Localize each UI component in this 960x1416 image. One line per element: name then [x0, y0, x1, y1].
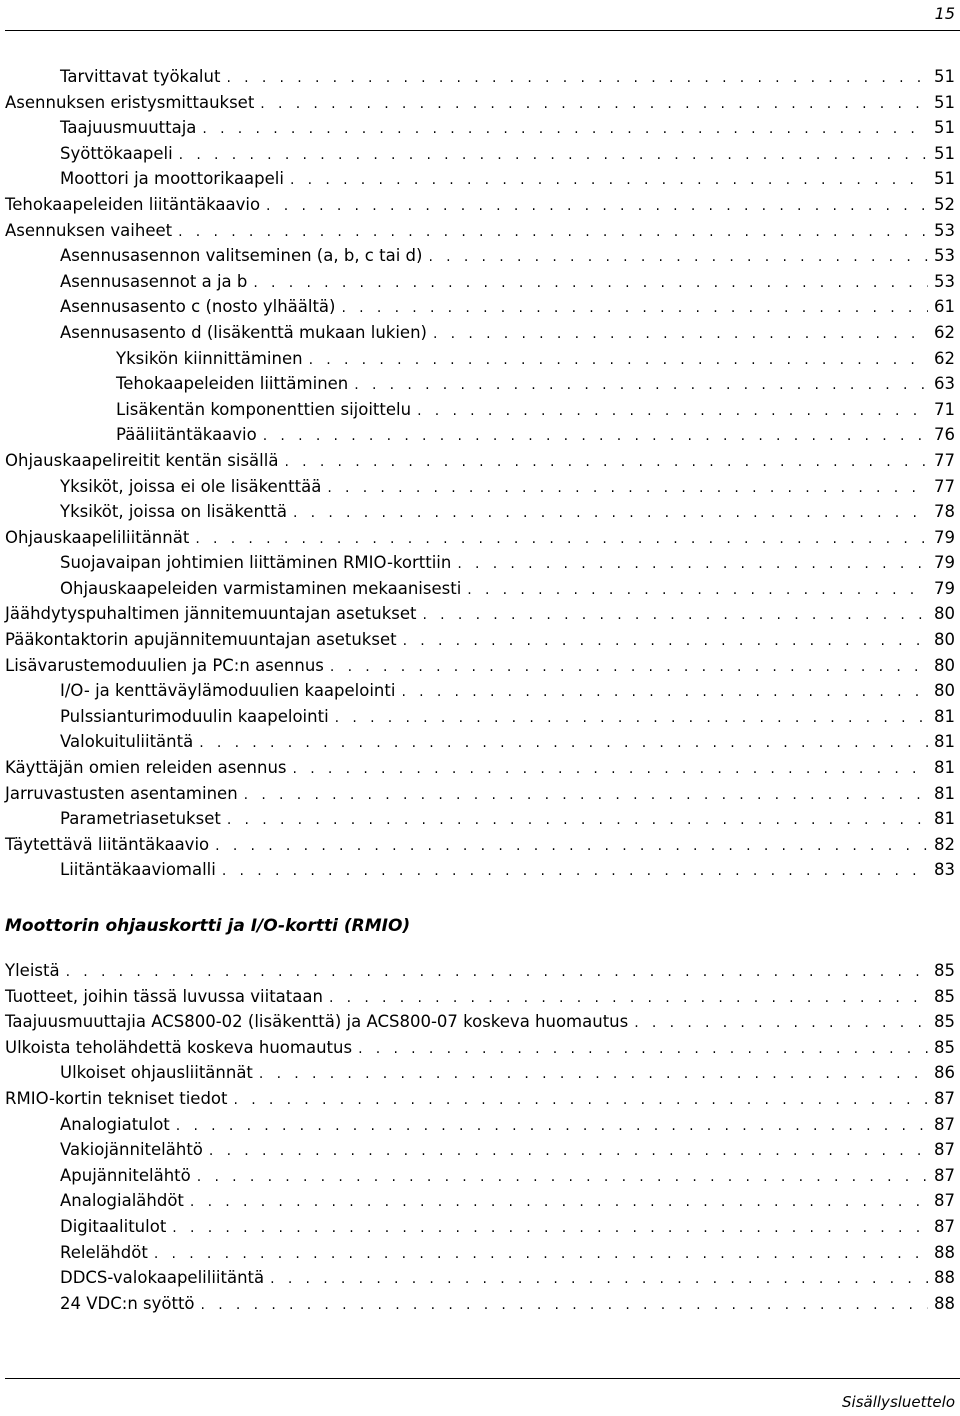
toc-entry[interactable] — [0, 1060, 960, 1086]
toc-entry[interactable] — [0, 294, 960, 320]
toc-entry[interactable] — [0, 1137, 960, 1163]
toc-entry[interactable] — [0, 781, 960, 807]
toc-entry-title: Analogialähdöt — [60, 1191, 184, 1211]
toc-entry-page: 53 — [934, 220, 955, 240]
toc-entry-title: Asennusasento c (nosto ylhäältä) — [60, 297, 336, 317]
dot-leader — [199, 731, 928, 757]
toc-entry[interactable] — [0, 1035, 960, 1061]
section-heading: Moottorin ohjauskortti ja I/O-kortti (RMIO) — [5, 916, 411, 936]
toc-entry-title: Yksiköt, joissa on lisäkenttä — [60, 502, 287, 522]
toc-entry[interactable] — [0, 1163, 960, 1189]
toc-entry-page: 71 — [934, 399, 955, 419]
dot-leader — [428, 245, 928, 271]
toc-entry-title: Ohjauskaapeleiden varmistaminen mekaanisesti — [60, 578, 462, 598]
dot-leader — [266, 194, 928, 220]
toc-entry[interactable] — [0, 448, 960, 474]
dot-leader — [330, 655, 928, 681]
toc-entry-page: 87 — [934, 1140, 955, 1160]
dot-leader — [403, 629, 928, 655]
toc-entry-page: 85 — [934, 961, 955, 980]
toc-entry-title: Jäähdytyspuhaltimen jännitemuuntajan asetukset — [5, 604, 417, 624]
toc-entry[interactable] — [0, 832, 960, 858]
toc-entry-page: 80 — [934, 655, 955, 675]
toc-entry-title: Valokuituliitäntä — [60, 732, 194, 752]
toc-entry[interactable] — [0, 1086, 960, 1112]
toc-entry-title: Asennuksen vaiheet — [5, 220, 173, 240]
toc-entry-title: Suojavaipan johtimien liittäminen RMIO-korttiin — [60, 553, 452, 573]
toc-entry-page: 88 — [934, 1268, 955, 1288]
dot-leader — [209, 1139, 928, 1165]
toc-entry-page: 85 — [934, 986, 955, 1006]
toc-entry-page: 77 — [934, 450, 955, 470]
dot-leader — [215, 834, 928, 860]
toc-entry-page: 87 — [934, 1191, 955, 1211]
toc-entry[interactable] — [0, 1291, 960, 1317]
toc-entry-title: Asennuksen eristysmittaukset — [5, 92, 255, 112]
dot-leader — [433, 322, 928, 348]
toc-entry-page: 77 — [934, 476, 955, 496]
page-number: 15 — [934, 4, 955, 23]
toc-entry-page: 88 — [934, 1242, 955, 1262]
toc-entry-title: Ulkoiset ohjausliitännät — [60, 1063, 253, 1083]
toc-entry-title: Taajuusmuuttaja — [60, 118, 197, 138]
toc-entry-page: 82 — [934, 834, 955, 854]
toc-entry-page: 76 — [934, 425, 955, 445]
toc-entry-page: 81 — [934, 783, 955, 803]
toc-entry-title: Vakiojännitelähtö — [60, 1140, 203, 1160]
toc-entry[interactable] — [0, 1112, 960, 1138]
footer-section-name: Sisällysluettelo — [842, 1393, 955, 1411]
bottom-divider — [5, 1378, 960, 1379]
toc-entry-title: RMIO-kortin tekniset tiedot — [5, 1088, 228, 1108]
dot-leader — [226, 66, 928, 92]
dot-leader — [222, 859, 928, 885]
toc-entry[interactable] — [0, 269, 960, 295]
toc-entry[interactable] — [0, 166, 960, 192]
toc-entry-title: Analogiatulot — [60, 1114, 170, 1134]
dot-leader — [422, 603, 928, 629]
toc-entry[interactable] — [0, 64, 960, 90]
toc-entry[interactable] — [0, 627, 960, 653]
toc-entry-page: 51 — [934, 143, 955, 163]
toc-entry-title: Apujännitelähtö — [60, 1165, 191, 1185]
dot-leader — [179, 143, 928, 169]
dot-leader — [293, 757, 928, 783]
toc-entry-page: 85 — [934, 1037, 955, 1057]
toc-entry-page: 81 — [934, 809, 955, 829]
toc-entry-page: 62 — [934, 322, 955, 342]
toc-list-chapter-part — [0, 64, 960, 883]
dot-leader — [284, 450, 928, 476]
toc-entry-page: 81 — [934, 732, 955, 752]
toc-entry-title: Yksikön kiinnittäminen — [116, 348, 303, 368]
toc-entry-page: 63 — [934, 374, 955, 394]
toc-entry[interactable] — [0, 653, 960, 679]
toc-entry-title: 24 VDC:n syöttö — [60, 1293, 195, 1313]
dot-leader — [154, 1242, 928, 1268]
toc-entry-title: Relelähdöt — [60, 1242, 148, 1262]
toc-entry[interactable] — [0, 371, 960, 397]
toc-entry-page: 81 — [934, 758, 955, 778]
toc-entry-title: Pääkontaktorin apujännitemuuntajan asetukset — [5, 630, 397, 650]
dot-leader — [293, 501, 928, 527]
toc-entry[interactable] — [0, 320, 960, 346]
toc-entry[interactable] — [0, 115, 960, 141]
toc-entry[interactable] — [0, 1009, 960, 1035]
toc-entry[interactable] — [0, 525, 960, 551]
dot-leader — [178, 220, 928, 246]
dot-leader — [327, 476, 928, 502]
toc-entry[interactable] — [0, 984, 960, 1010]
toc-entry-title: Liitäntäkaaviomalli — [60, 860, 216, 880]
toc-entry-page: 51 — [934, 67, 955, 86]
dot-leader — [201, 1293, 928, 1319]
toc-entry-page: 80 — [934, 630, 955, 650]
toc-entry-title: Tehokaapeleiden liitäntäkaavio — [5, 194, 261, 214]
toc-entry-page: 83 — [934, 860, 955, 880]
toc-entry[interactable] — [0, 474, 960, 500]
dot-leader — [259, 1062, 928, 1088]
toc-entry[interactable] — [0, 192, 960, 218]
toc-entry-title: I/O- ja kenttäväylämoduulien kaapelointi — [60, 681, 396, 701]
toc-list-rmio — [0, 958, 960, 1316]
toc-entry-title: DDCS-valokaapeliliitäntä — [60, 1268, 265, 1288]
dot-leader — [329, 986, 928, 1012]
toc-entry[interactable] — [0, 90, 960, 116]
toc-entry-title: Asennusasento d (lisäkenttä mukaan lukien) — [60, 322, 427, 342]
dot-leader — [354, 373, 928, 399]
toc-entry[interactable] — [0, 141, 960, 167]
toc-entry[interactable] — [0, 422, 960, 448]
toc-entry[interactable] — [0, 499, 960, 525]
dot-leader — [634, 1011, 928, 1037]
toc-entry[interactable] — [0, 550, 960, 576]
toc-entry-page: 53 — [934, 271, 955, 291]
dot-leader — [309, 348, 928, 374]
toc-entry[interactable] — [0, 346, 960, 372]
toc-entry[interactable] — [0, 397, 960, 423]
toc-entry-page: 79 — [934, 553, 955, 573]
toc-entry-title: Yleistä — [5, 961, 60, 980]
toc-entry-title: Tuotteet, joihin tässä luvussa viitataan — [5, 986, 323, 1006]
toc-entry-title: Digitaalitulot — [60, 1216, 167, 1236]
toc-entry-page: 79 — [934, 527, 955, 547]
toc-entry-page: 81 — [934, 706, 955, 726]
dot-leader — [197, 1165, 928, 1191]
toc-entry-title: Tarvittavat työkalut — [60, 67, 221, 86]
dot-leader — [467, 578, 928, 604]
top-divider — [5, 30, 960, 31]
toc-entry-title: Jarruvastusten asentaminen — [5, 783, 238, 803]
dot-leader — [335, 706, 928, 732]
toc-entry[interactable] — [0, 243, 960, 269]
dot-leader — [195, 527, 928, 553]
toc-entry-title: Käyttäjän omien releiden asennus — [5, 758, 287, 778]
dot-leader — [260, 92, 928, 118]
toc-entry-page: 52 — [934, 194, 955, 214]
dot-leader — [176, 1114, 928, 1140]
toc-entry[interactable] — [0, 755, 960, 781]
dot-leader — [66, 960, 928, 986]
dot-leader — [190, 1190, 928, 1216]
toc-entry-title: Syöttökaapeli — [60, 143, 173, 163]
toc-entry[interactable] — [0, 806, 960, 832]
dot-leader — [253, 271, 928, 297]
toc-entry[interactable] — [0, 729, 960, 755]
toc-entry[interactable] — [0, 958, 960, 984]
toc-entry-title: Moottori ja moottorikaapeli — [60, 169, 284, 189]
toc-entry-page: 79 — [934, 578, 955, 598]
toc-entry-page: 61 — [934, 297, 955, 317]
toc-entry[interactable] — [0, 218, 960, 244]
toc-entry[interactable] — [0, 857, 960, 883]
toc-entry-page: 51 — [934, 118, 955, 138]
dot-leader — [244, 783, 928, 809]
toc-entry-title: Asennusasennot a ja b — [60, 271, 248, 291]
dot-leader — [227, 808, 928, 834]
toc-entry[interactable] — [0, 601, 960, 627]
toc-entry[interactable] — [0, 1188, 960, 1214]
toc-entry-title: Pulssianturimoduulin kaapelointi — [60, 706, 329, 726]
toc-entry-page: 85 — [934, 1012, 955, 1032]
toc-entry-title: Täytettävä liitäntäkaavio — [5, 834, 210, 854]
dot-leader — [457, 552, 928, 578]
toc-entry-page: 87 — [934, 1114, 955, 1134]
toc-entry-title: Ulkoista teholähdettä koskeva huomautus — [5, 1037, 353, 1057]
dot-leader — [202, 117, 928, 143]
toc-entry-title: Tehokaapeleiden liittäminen — [116, 374, 349, 394]
toc-entry[interactable] — [0, 704, 960, 730]
dot-leader — [358, 1037, 928, 1063]
toc-entry[interactable] — [0, 576, 960, 602]
toc-entry-page: 53 — [934, 246, 955, 266]
toc-entry[interactable] — [0, 1214, 960, 1240]
toc-entry-title: Yksiköt, joissa ei ole lisäkenttää — [60, 476, 322, 496]
toc-entry-page: 87 — [934, 1165, 955, 1185]
toc-entry-title: Lisävarustemoduulien ja PC:n asennus — [5, 655, 324, 675]
toc-entry-page: 51 — [934, 92, 955, 112]
toc-entry-page: 87 — [934, 1216, 955, 1236]
toc-entry-title: Lisäkentän komponenttien sijoittelu — [116, 399, 412, 419]
toc-entry[interactable] — [0, 1240, 960, 1266]
toc-entry-page: 51 — [934, 169, 955, 189]
toc-entry-title: Taajuusmuuttajia ACS800-02 (lisäkenttä) ja ACS800-07 koskeva huomautus — [5, 1012, 629, 1032]
toc-entry-page: 78 — [934, 502, 955, 522]
toc-entry-page: 62 — [934, 348, 955, 368]
dot-leader — [290, 168, 928, 194]
dot-leader — [401, 680, 928, 706]
toc-entry-title: Ohjauskaapeliliitännät — [5, 527, 190, 547]
toc-entry-page: 88 — [934, 1293, 955, 1313]
dot-leader — [234, 1088, 929, 1114]
toc-entry-page: 80 — [934, 681, 955, 701]
toc-entry-page: 87 — [934, 1088, 955, 1108]
dot-leader — [417, 399, 928, 425]
toc-entry-title: Ohjauskaapelireitit kentän sisällä — [5, 450, 279, 470]
dot-leader — [263, 424, 928, 450]
toc-entry-title: Pääliitäntäkaavio — [116, 425, 257, 445]
dot-leader — [172, 1216, 928, 1242]
toc-entry-title: Asennusasennon valitseminen (a, b, c tai d) — [60, 246, 423, 266]
toc-entry-title: Parametriasetukset — [60, 809, 221, 829]
toc-entry[interactable] — [0, 678, 960, 704]
toc-entry-page: 80 — [934, 604, 955, 624]
dot-leader — [270, 1267, 928, 1293]
dot-leader — [341, 296, 928, 322]
toc-entry[interactable] — [0, 1265, 960, 1291]
toc-entry-page: 86 — [934, 1063, 955, 1083]
